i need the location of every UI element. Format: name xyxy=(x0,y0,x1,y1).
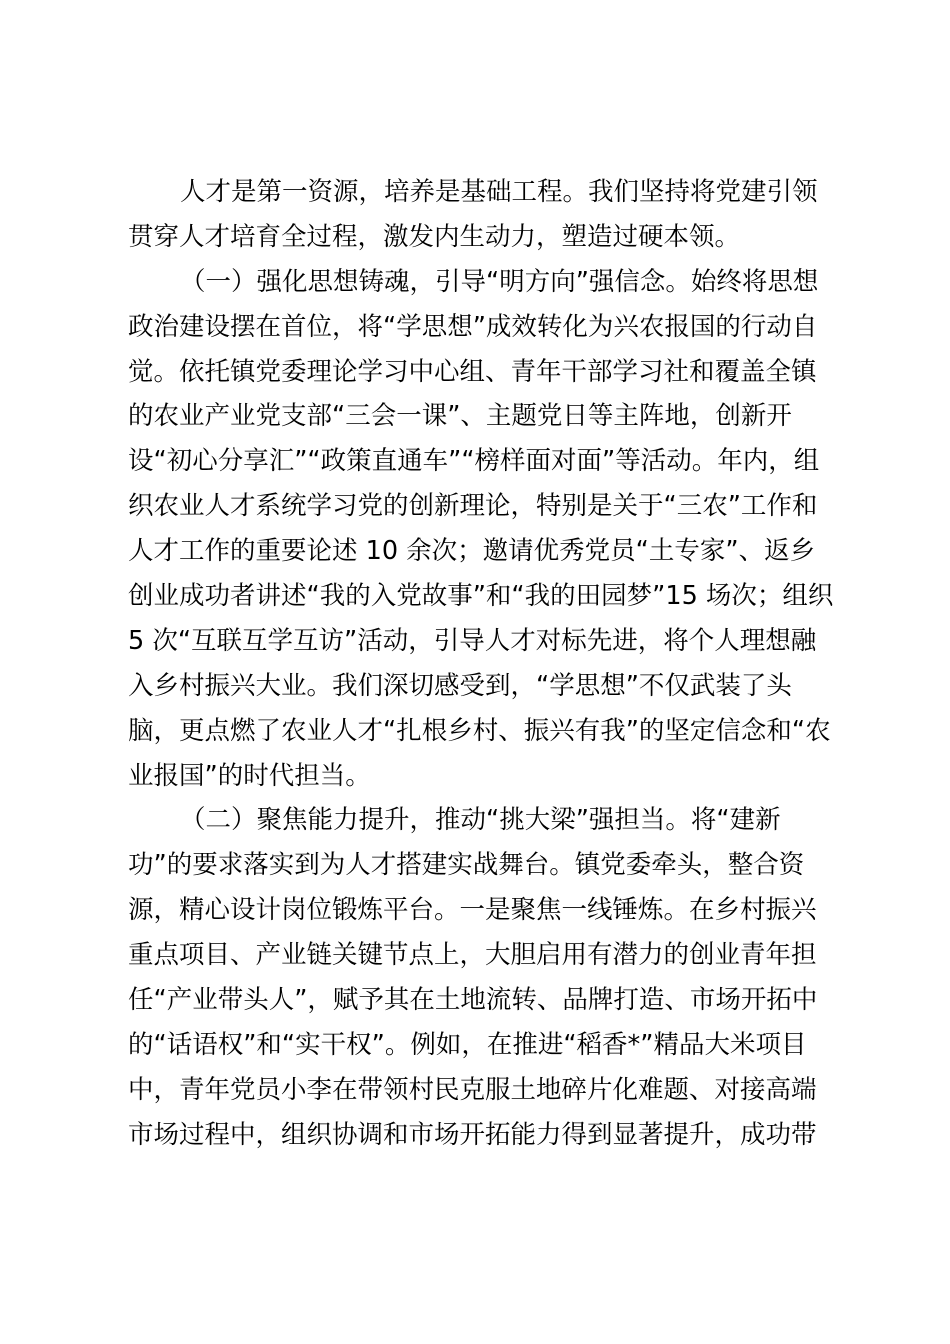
text-line: 源，精心设计岗位锻炼平台。一是聚焦一线锤炼。在乡村振兴 xyxy=(128,895,817,926)
text-line: 觉。依托镇党委理论学习中心组、青年干部学习社和覆盖全镇 xyxy=(128,356,817,387)
paragraph-section-1 xyxy=(128,260,832,799)
text-line: 政治建设摆在首位，将“学思想”成效转化为兴农报国的行动自 xyxy=(128,311,818,342)
text-line: 任“产业带头人”，赋予其在土地流转、品牌打造、市场开拓中 xyxy=(128,985,818,1016)
text-line: 贯穿人才培育全过程，激发内生动力，塑造过硬本领。 xyxy=(128,221,741,252)
text-line: （二）聚焦能力提升，推动“挑大梁”强担当。将“建新 xyxy=(180,805,781,836)
text-line: 人才工作的重要论述 10 余次；邀请优秀党员“土专家”、返乡 xyxy=(128,536,816,567)
text-line: 功”的要求落实到为人才搭建实战舞台。镇党委牵头，整合资 xyxy=(128,850,805,881)
text-line: 市场过程中，组织协调和市场开拓能力得到显著提升，成功带 xyxy=(128,1119,817,1150)
paragraph-intro xyxy=(128,170,832,260)
text-line: （一）强化思想铸魂，引导“明方向”强信念。始终将思想 xyxy=(180,266,819,297)
text-line: 织农业人才系统学习党的创新理论，特别是关于“三农”工作和 xyxy=(128,491,818,522)
text-line: 创业成功者讲述“我的入党故事”和“我的田园梦”15 场次；组织 xyxy=(128,581,834,612)
text-line: 5 次“互联互学互访”活动，引导人才对标先进，将个人理想融 xyxy=(128,625,817,656)
document-body xyxy=(128,170,832,1158)
text-line: 设“初心分享汇”“政策直通车”“榜样面对面”等活动。年内，组 xyxy=(128,446,820,477)
text-line: 人才是第一资源，培养是基础工程。我们坚持将党建引领 xyxy=(180,177,818,207)
text-line: 脑，更点燃了农业人才“扎根乡村、振兴有我”的坚定信念和“农 xyxy=(128,715,831,746)
text-line: 业报国”的时代担当。 xyxy=(128,760,371,791)
text-line: 的“话语权”和“实干权”。例如，在推进“稻香*”精品大米项目 xyxy=(128,1029,807,1060)
paragraph-section-2 xyxy=(128,798,832,1157)
text-line: 入乡村振兴大业。我们深切感受到，“学思想”不仅武装了头 xyxy=(128,670,792,701)
text-line: 重点项目、产业链关键节点上，大胆启用有潜力的创业青年担 xyxy=(128,940,817,971)
text-line: 的农业产业党支部“三会一课”、主题党日等主阵地，创新开 xyxy=(128,401,792,432)
text-line: 中，青年党员小李在带领村民克服土地碎片化难题、对接高端 xyxy=(128,1074,817,1105)
